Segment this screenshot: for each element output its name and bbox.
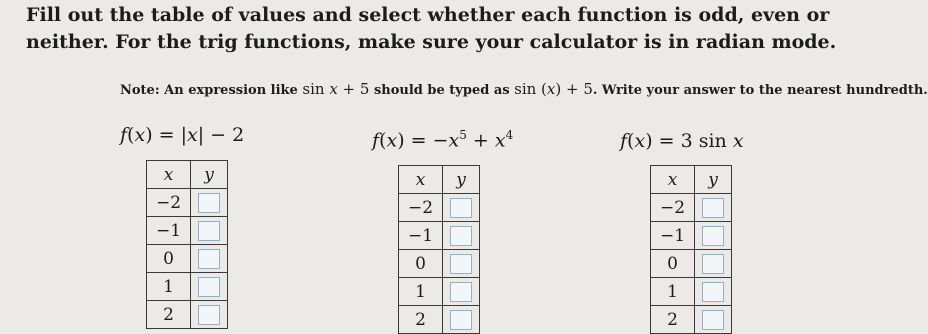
function-3-label: f(x) = 3 sin x: [620, 130, 744, 152]
x-value: 1: [147, 273, 191, 301]
header-y: y: [191, 161, 228, 189]
header-x: x: [399, 166, 443, 194]
y-answer-input[interactable]: [198, 277, 220, 297]
x-value: 0: [651, 250, 695, 278]
y-answer-input[interactable]: [198, 305, 220, 325]
x-value: 1: [651, 278, 695, 306]
header-y: y: [443, 166, 480, 194]
table-row: [147, 217, 228, 245]
y-answer-cell[interactable]: [191, 189, 228, 217]
y-answer-input[interactable]: [450, 226, 472, 246]
table-row: [399, 222, 480, 250]
table-row: [147, 273, 228, 301]
y-answer-cell[interactable]: [191, 245, 228, 273]
instructions-text: Fill out the table of values and select whether each function is odd, even or neither. For the trig functions, make sure your calculator is in radian mode.: [26, 4, 837, 53]
y-answer-input[interactable]: [702, 310, 724, 330]
function-1-label: f(x) = |x| − 2: [120, 124, 245, 146]
table-row: [399, 250, 480, 278]
table-row: [399, 278, 480, 306]
y-answer-input[interactable]: [450, 254, 472, 274]
table-row: [399, 194, 480, 222]
table-header-row: [399, 166, 480, 194]
y-answer-cell[interactable]: [191, 273, 228, 301]
x-value: 2: [651, 306, 695, 334]
note-prefix: Note: An expression like: [120, 83, 298, 98]
y-answer-cell[interactable]: [443, 194, 480, 222]
y-answer-input[interactable]: [702, 226, 724, 246]
function-2-label: $f(x) = -x^5 + x^4$: [372, 128, 514, 152]
header-y: y: [695, 166, 732, 194]
y-answer-input[interactable]: [198, 193, 220, 213]
y-answer-cell[interactable]: [695, 306, 732, 334]
x-value: −2: [147, 189, 191, 217]
x-value: −1: [147, 217, 191, 245]
table-row: [147, 245, 228, 273]
x-value: 2: [147, 301, 191, 329]
table-row: [651, 194, 732, 222]
table-row: [651, 250, 732, 278]
table-row: [147, 189, 228, 217]
y-answer-cell[interactable]: [695, 194, 732, 222]
table-function-3: [650, 165, 732, 334]
x-value: 1: [399, 278, 443, 306]
x-value: 0: [147, 245, 191, 273]
x-value: 0: [399, 250, 443, 278]
x-value: −1: [399, 222, 443, 250]
y-answer-cell[interactable]: [191, 217, 228, 245]
y-answer-input[interactable]: [198, 221, 220, 241]
y-answer-cell[interactable]: [695, 278, 732, 306]
y-answer-cell[interactable]: [191, 301, 228, 329]
table-header-row: [651, 166, 732, 194]
note-example-raw: sin x + 5: [302, 80, 370, 98]
note-middle: should be typed as: [373, 83, 510, 98]
x-value: −2: [399, 194, 443, 222]
table-header-row: [147, 161, 228, 189]
y-answer-cell[interactable]: [443, 278, 480, 306]
y-answer-input[interactable]: [702, 198, 724, 218]
note-text: [120, 80, 928, 98]
y-answer-input[interactable]: [702, 282, 724, 302]
table-function-2: [398, 165, 480, 334]
y-answer-cell[interactable]: [443, 222, 480, 250]
y-answer-input[interactable]: [450, 198, 472, 218]
table-function-1: [146, 160, 228, 329]
y-answer-input[interactable]: [198, 249, 220, 269]
note-suffix: . Write your answer to the nearest hundredth.: [592, 83, 928, 98]
table-row: [651, 278, 732, 306]
note-example-typed: sin (x) + 5: [514, 80, 593, 98]
x-value: −2: [651, 194, 695, 222]
y-answer-cell[interactable]: [443, 306, 480, 334]
y-answer-input[interactable]: [702, 254, 724, 274]
x-value: −1: [651, 222, 695, 250]
header-x: x: [147, 161, 191, 189]
table-row: [651, 306, 732, 334]
y-answer-cell[interactable]: [695, 222, 732, 250]
table-row: [399, 306, 480, 334]
y-answer-cell[interactable]: [695, 250, 732, 278]
header-x: x: [651, 166, 695, 194]
y-answer-cell[interactable]: [443, 250, 480, 278]
y-answer-input[interactable]: [450, 282, 472, 302]
table-row: [651, 222, 732, 250]
table-row: [147, 301, 228, 329]
y-answer-input[interactable]: [450, 310, 472, 330]
x-value: 2: [399, 306, 443, 334]
